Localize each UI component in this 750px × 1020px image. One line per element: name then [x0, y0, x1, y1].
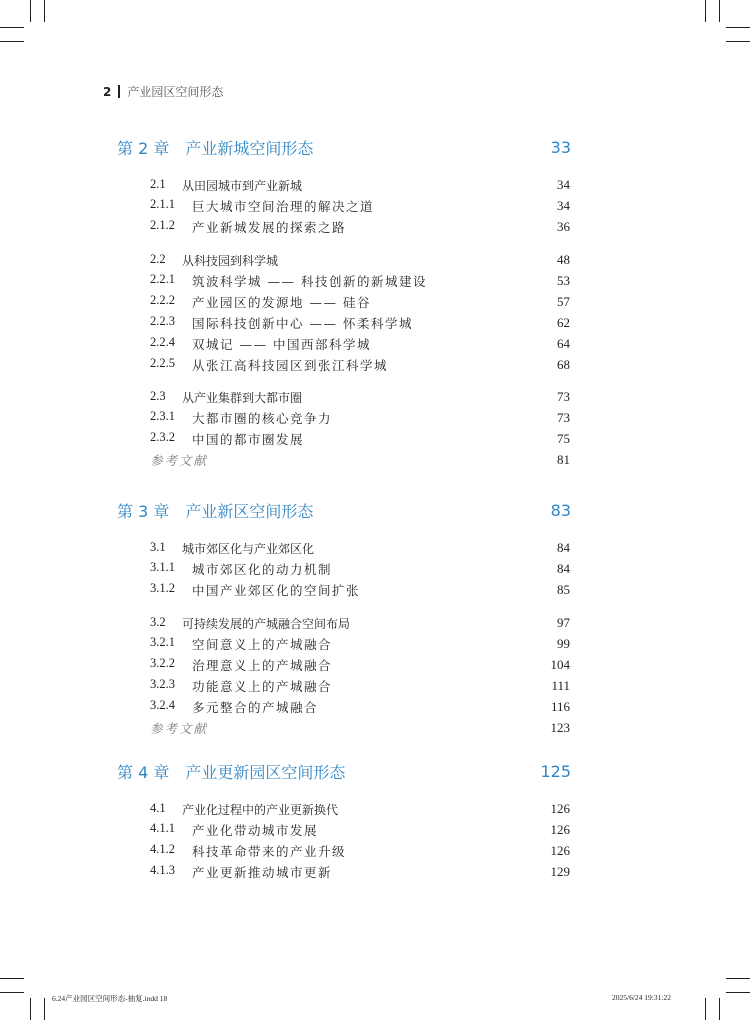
- subsection-page: 34: [557, 198, 570, 213]
- subsection-title: 治理意义上的产城融合: [192, 658, 333, 673]
- subsection-number: 3.1.1: [150, 560, 175, 574]
- crop-mark: [705, 998, 706, 1020]
- toc-subsection[interactable]: [150, 676, 570, 696]
- section-title: 从田园城市到产业新城: [182, 178, 303, 193]
- section-page: 126: [550, 801, 570, 816]
- subsection-page: 129: [550, 864, 570, 879]
- subsection-page: 126: [550, 822, 570, 837]
- subsection-title: 筑波科学城 —— 科技创新的新城建设: [192, 274, 427, 289]
- crop-mark: [0, 27, 24, 28]
- subsection-number: 4.1.3: [150, 863, 175, 877]
- header-book-title: 产业园区空间形态: [127, 85, 224, 99]
- toc-section[interactable]: [150, 250, 570, 270]
- crop-mark: [726, 978, 750, 979]
- subsection-page: 62: [557, 315, 570, 330]
- crop-mark: [44, 0, 45, 22]
- section-number: 2.3: [150, 388, 166, 403]
- running-header: [103, 83, 223, 100]
- subsection-number: 2.3.2: [150, 430, 175, 444]
- section-page: 48: [557, 252, 570, 267]
- toc-section[interactable]: [150, 175, 570, 195]
- subsection-page: 57: [557, 294, 570, 309]
- subsection-number: 2.2.3: [150, 314, 175, 328]
- chapter-page: 33: [550, 137, 571, 157]
- subsection-page: 73: [557, 410, 570, 425]
- subsection-page: 84: [557, 561, 570, 576]
- crop-mark: [0, 41, 24, 42]
- crop-mark: [719, 0, 720, 22]
- toc-section[interactable]: [150, 387, 570, 407]
- subsection-title: 产业更新推动城市更新: [192, 865, 333, 880]
- subsection-title: 多元整合的产城融合: [192, 700, 319, 715]
- subsection-number: 3.2.1: [150, 635, 175, 649]
- chapter-page: 125: [540, 761, 571, 781]
- toc-subsection[interactable]: [150, 271, 570, 291]
- file-info: 6.24产业园区空间形态-抽复.indd 18: [52, 994, 168, 1003]
- print-timestamp: 2025/6/24 19:31:22: [612, 993, 671, 1002]
- subsection-number: 3.2.3: [150, 677, 175, 691]
- chapter-label: 第 2 章: [117, 138, 170, 158]
- toc-subsection[interactable]: [150, 559, 570, 579]
- toc-section[interactable]: [150, 538, 570, 558]
- subsection-title: 巨大城市空间治理的解决之道: [192, 199, 375, 214]
- subsection-page: 126: [550, 843, 570, 858]
- crop-mark: [705, 0, 706, 22]
- subsection-page: 85: [557, 582, 570, 597]
- chapter-page: 83: [550, 500, 571, 520]
- subsection-page: 68: [557, 357, 570, 372]
- subsection-number: 2.1.1: [150, 197, 175, 211]
- subsection-title: 产业园区的发源地 —— 硅谷: [192, 295, 371, 310]
- subsection-page: 64: [557, 336, 570, 351]
- toc-subsection[interactable]: [150, 408, 570, 428]
- section-number: 2.1: [150, 176, 166, 191]
- crop-mark: [30, 0, 31, 22]
- toc-subsection[interactable]: [150, 292, 570, 312]
- section-number: 3.1: [150, 539, 166, 554]
- subsection-title: 科技革命带来的产业升级: [192, 844, 347, 859]
- crop-mark: [0, 978, 24, 979]
- toc-subsection[interactable]: [150, 196, 570, 216]
- subsection-title: 从张江高科技园区到张江科学城: [192, 358, 389, 373]
- subsection-number: 2.1.2: [150, 218, 175, 232]
- subsection-title: 大都市圈的核心竞争力: [192, 411, 333, 426]
- toc-subsection[interactable]: [150, 429, 570, 449]
- subsection-title: 产业新城发展的探索之路: [192, 220, 347, 235]
- toc-references[interactable]: [150, 450, 570, 470]
- toc-references[interactable]: [150, 718, 570, 738]
- subsection-page: 75: [557, 431, 570, 446]
- subsection-title: 空间意义上的产城融合: [192, 637, 333, 652]
- crop-mark: [726, 41, 750, 42]
- crop-mark: [719, 998, 720, 1020]
- toc-subsection[interactable]: [150, 580, 570, 600]
- toc-subsection[interactable]: [150, 334, 570, 354]
- toc-section[interactable]: [150, 799, 570, 819]
- subsection-number: 2.3.1: [150, 409, 175, 423]
- subsection-number: 3.1.2: [150, 581, 175, 595]
- subsection-title: 功能意义上的产城融合: [192, 679, 333, 694]
- section-title: 产业化过程中的产业更新换代: [182, 802, 339, 817]
- header-page-number: 2: [103, 84, 112, 99]
- chapter-heading[interactable]: [117, 759, 571, 783]
- chapter-heading[interactable]: [117, 498, 571, 522]
- section-title: 从产业集群到大都市圈: [182, 390, 303, 405]
- chapter-heading[interactable]: [117, 135, 571, 159]
- section-title: 城市郊区化与产业郊区化: [182, 541, 315, 556]
- subsection-number: 2.2.2: [150, 293, 175, 307]
- subsection-number: 4.1.1: [150, 821, 175, 835]
- references-page: 123: [550, 720, 570, 735]
- subsection-page: 53: [557, 273, 570, 288]
- crop-mark: [44, 998, 45, 1020]
- toc-subsection[interactable]: [150, 697, 570, 717]
- chapter-label: 第 4 章: [117, 762, 170, 782]
- subsection-title: 中国的都市圈发展: [192, 432, 305, 447]
- subsection-number: 2.2.4: [150, 335, 175, 349]
- subsection-page: 104: [550, 657, 570, 672]
- references-title: 参考文献: [150, 721, 209, 736]
- toc-subsection[interactable]: [150, 862, 570, 882]
- references-title: 参考文献: [150, 453, 209, 468]
- section-page: 84: [557, 540, 570, 555]
- toc-subsection[interactable]: [150, 313, 570, 333]
- toc-section[interactable]: [150, 613, 570, 633]
- subsection-number: 4.1.2: [150, 842, 175, 856]
- subsection-page: 99: [557, 636, 570, 651]
- section-number: 3.2: [150, 614, 166, 629]
- subsection-title: 城市郊区化的动力机制: [192, 562, 333, 577]
- section-title: 从科技园到科学城: [182, 253, 279, 268]
- subsection-number: 2.2.5: [150, 356, 175, 370]
- toc-subsection[interactable]: [150, 655, 570, 675]
- subsection-page: 36: [557, 219, 570, 234]
- section-page: 73: [557, 389, 570, 404]
- chapter-title: 产业更新园区空间形态: [185, 762, 346, 782]
- subsection-number: 3.2.4: [150, 698, 175, 712]
- section-title: 可持续发展的产城融合空间布局: [182, 616, 351, 631]
- subsection-number: 2.2.1: [150, 272, 175, 286]
- subsection-title: 中国产业郊区化的空间扩张: [192, 583, 361, 598]
- references-page: 81: [557, 452, 570, 467]
- toc-subsection[interactable]: [150, 217, 570, 237]
- toc-subsection[interactable]: [150, 820, 570, 840]
- section-number: 2.2: [150, 251, 166, 266]
- subsection-number: 3.2.2: [150, 656, 175, 670]
- subsection-title: 双城记 —— 中国西部科学城: [192, 337, 371, 352]
- header-divider: [118, 85, 120, 98]
- subsection-page: 111: [551, 678, 570, 693]
- section-number: 4.1: [150, 800, 166, 815]
- subsection-title: 产业化带动城市发展: [192, 823, 319, 838]
- subsection-page: 116: [550, 699, 570, 714]
- toc-subsection[interactable]: [150, 841, 570, 861]
- chapter-title: 产业新城空间形态: [185, 138, 314, 158]
- crop-mark: [30, 998, 31, 1020]
- chapter-label: 第 3 章: [117, 501, 170, 521]
- subsection-title: 国际科技创新中心 —— 怀柔科学城: [192, 316, 413, 331]
- chapter-title: 产业新区空间形态: [185, 501, 314, 521]
- toc-subsection[interactable]: [150, 634, 570, 654]
- toc-subsection[interactable]: [150, 355, 570, 375]
- crop-mark: [726, 27, 750, 28]
- crop-mark: [726, 992, 750, 993]
- section-page: 34: [557, 177, 570, 192]
- crop-mark: [0, 992, 24, 993]
- section-page: 97: [557, 615, 570, 630]
